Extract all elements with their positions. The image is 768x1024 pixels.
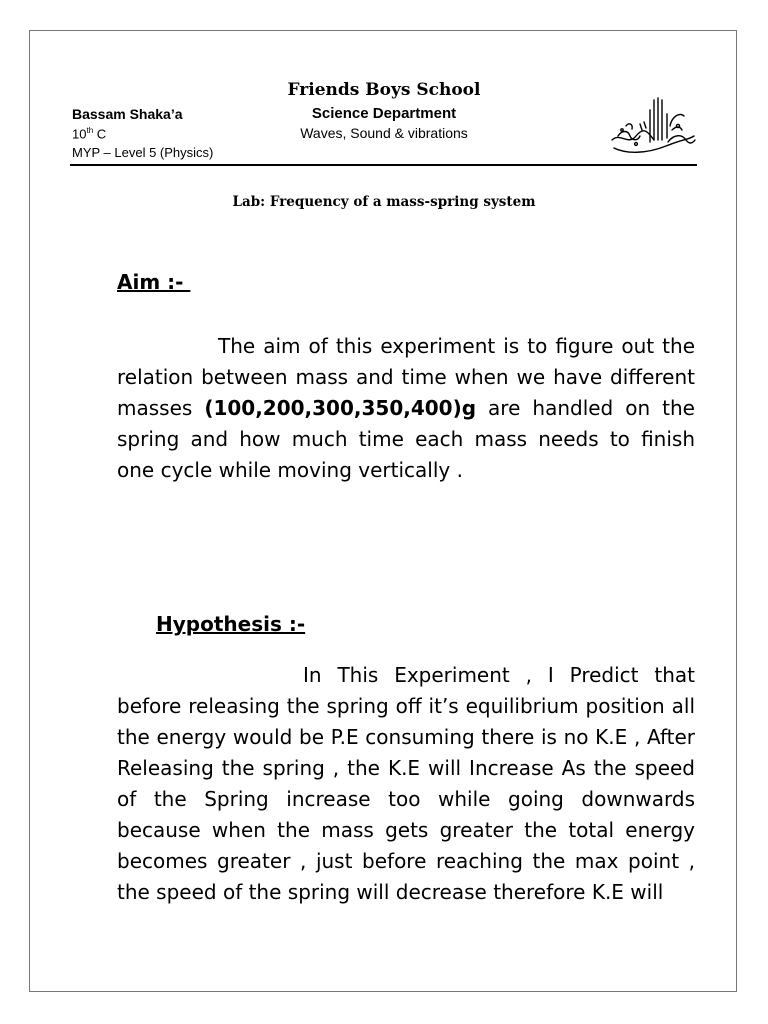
arabic-calligraphy-emblem-icon: [606, 96, 698, 158]
hypothesis-paragraph: In This Experiment , I Predict that before releasing the spring off it’s equilibrium position all the energy would be P.E consuming there is no K.E , After Releasing the spring , the K.E will Increase As the speed of the Spring increase too while going downwards because when the mass gets greater the total energy becomes greater , just before reaching the max point , the speed of the spring will decrease therefore K.E will: [117, 663, 695, 904]
grade-number: 10: [72, 126, 87, 142]
aim-text-after: are handled on the spring and how much time each mass needs to finish one cycle while moving vertically .: [117, 396, 695, 482]
student-name: Bassam Shaka’a: [72, 106, 183, 122]
grade-section: C: [93, 126, 107, 142]
lab-title: Lab: Frequency of a mass-spring system: [232, 194, 536, 210]
unit-name: Waves, Sound & vibrations: [300, 125, 468, 141]
aim-heading: Aim :-: [117, 270, 191, 294]
grade-suffix: th: [86, 126, 94, 135]
aim-paragraph: [117, 331, 695, 486]
aim-text-before: The aim of this experiment is to figure out the relation between mass and time when we have different masses: [117, 334, 695, 420]
hypothesis-heading: Hypothesis :-: [156, 612, 306, 636]
aim-masses: (100,200,300,350,400)g: [204, 396, 477, 420]
grade-level: [72, 126, 106, 141]
course-name: MYP – Level 5 (Physics): [72, 145, 214, 160]
header-divider: [70, 164, 697, 166]
department-name: Science Department: [311, 105, 457, 122]
school-name: Friends Boys School: [287, 80, 481, 100]
